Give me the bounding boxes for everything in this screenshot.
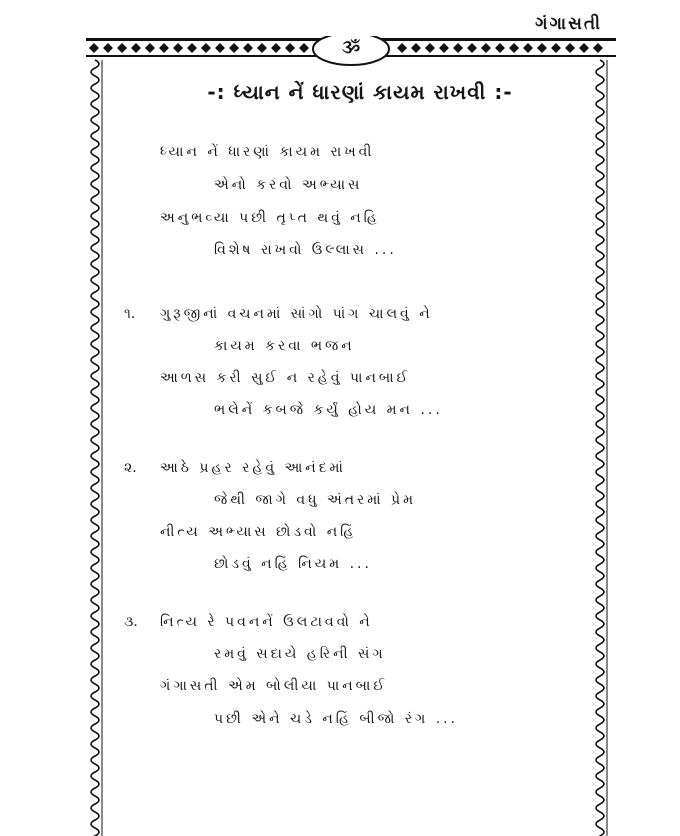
verse-line: ગંગાસતી એમ બોલીયા પાનબાઈ xyxy=(160,678,388,694)
border-diamond xyxy=(425,43,435,53)
border-diamond xyxy=(173,43,183,53)
border-diamond xyxy=(495,43,505,53)
border-diamond xyxy=(523,43,533,53)
border-zigzag xyxy=(91,60,99,836)
border-zigzag-left xyxy=(91,60,102,836)
border-diamond xyxy=(229,43,239,53)
border-diamond xyxy=(187,43,197,53)
decorative-border xyxy=(86,36,616,836)
border-diamond xyxy=(579,43,589,53)
border-diamond xyxy=(467,43,477,53)
border-diamond xyxy=(481,43,491,53)
border-zigzag xyxy=(596,60,604,836)
border-diamond xyxy=(131,43,141,53)
verse-number: ૧. xyxy=(124,306,136,322)
refrain-line: અનુભવ્યા પછી તૃપ્ત થવું નહિ xyxy=(160,210,380,226)
border-diamond xyxy=(551,43,561,53)
border-diamond xyxy=(271,43,281,53)
border-diamond xyxy=(103,43,113,53)
border-diamond xyxy=(453,43,463,53)
verse-line: છોડવું નહિં નિયમ ... xyxy=(214,556,372,572)
border-diamond xyxy=(299,43,309,53)
border-diamond xyxy=(145,43,155,53)
verse-line: ગુરૂજીનાં વચનમાં સાંગો પાંગ ચાલવું ને xyxy=(160,306,433,322)
border-diamond xyxy=(509,43,519,53)
border-diamond xyxy=(257,43,267,53)
verse-line: નિત્ય રે પવનનેં ઉલટાવવો ને xyxy=(160,614,373,630)
border-diamond xyxy=(159,43,169,53)
border-diamond xyxy=(201,43,211,53)
border-diamond xyxy=(215,43,225,53)
verse-line: જેથી જાગે વધુ અંતરમાં પ્રેમ xyxy=(214,492,417,508)
refrain-line: ધ્યાન નેં ધારણાં કાયમ રાખવી xyxy=(160,144,375,160)
verse-number: ૨. xyxy=(124,460,137,476)
header-title: ગંગાસતી xyxy=(535,14,602,34)
poem-title: -: ધ્યાન નેં ધારણાં કાયમ રાખવી :- xyxy=(207,80,513,104)
border-diamond xyxy=(593,43,603,53)
border-diamond xyxy=(411,43,421,53)
border-diamond xyxy=(243,43,253,53)
border-zigzag-right xyxy=(596,60,607,836)
verse-line: ભલેનેં કબજે કર્યું હોય મન ... xyxy=(214,402,443,418)
border-diamond xyxy=(439,43,449,53)
border-diamond xyxy=(285,43,295,53)
border-diamond xyxy=(397,43,407,53)
verse-line: રમવું સદાયે હરિની સંગ xyxy=(214,646,386,662)
verse-line: પછી એને ચડે નહિં બીજો રંગ ... xyxy=(214,711,459,727)
verse-line: આળસ કરી સુઈ ન રહેવું પાનબાઈ xyxy=(160,370,411,386)
border-diamond xyxy=(565,43,575,53)
border-diamond xyxy=(537,43,547,53)
refrain-line: વિશેષ રાખવો ઉલ્લાસ ... xyxy=(214,242,397,258)
verse-number: ૩. xyxy=(124,614,138,630)
border-diamond xyxy=(117,43,127,53)
refrain-line: એનો કરવો અભ્યાસ xyxy=(214,177,363,193)
border-diamond xyxy=(89,43,99,53)
verse-line: નીત્ય અભ્યાસ છોડવો નહિં xyxy=(160,524,357,540)
om-symbol: ૐ xyxy=(341,38,361,58)
verse-line: આઠે પ્રહર રહેવું આનંદમાં xyxy=(160,460,346,476)
verse-line: કાયમ કરવા ભજન xyxy=(214,338,355,354)
